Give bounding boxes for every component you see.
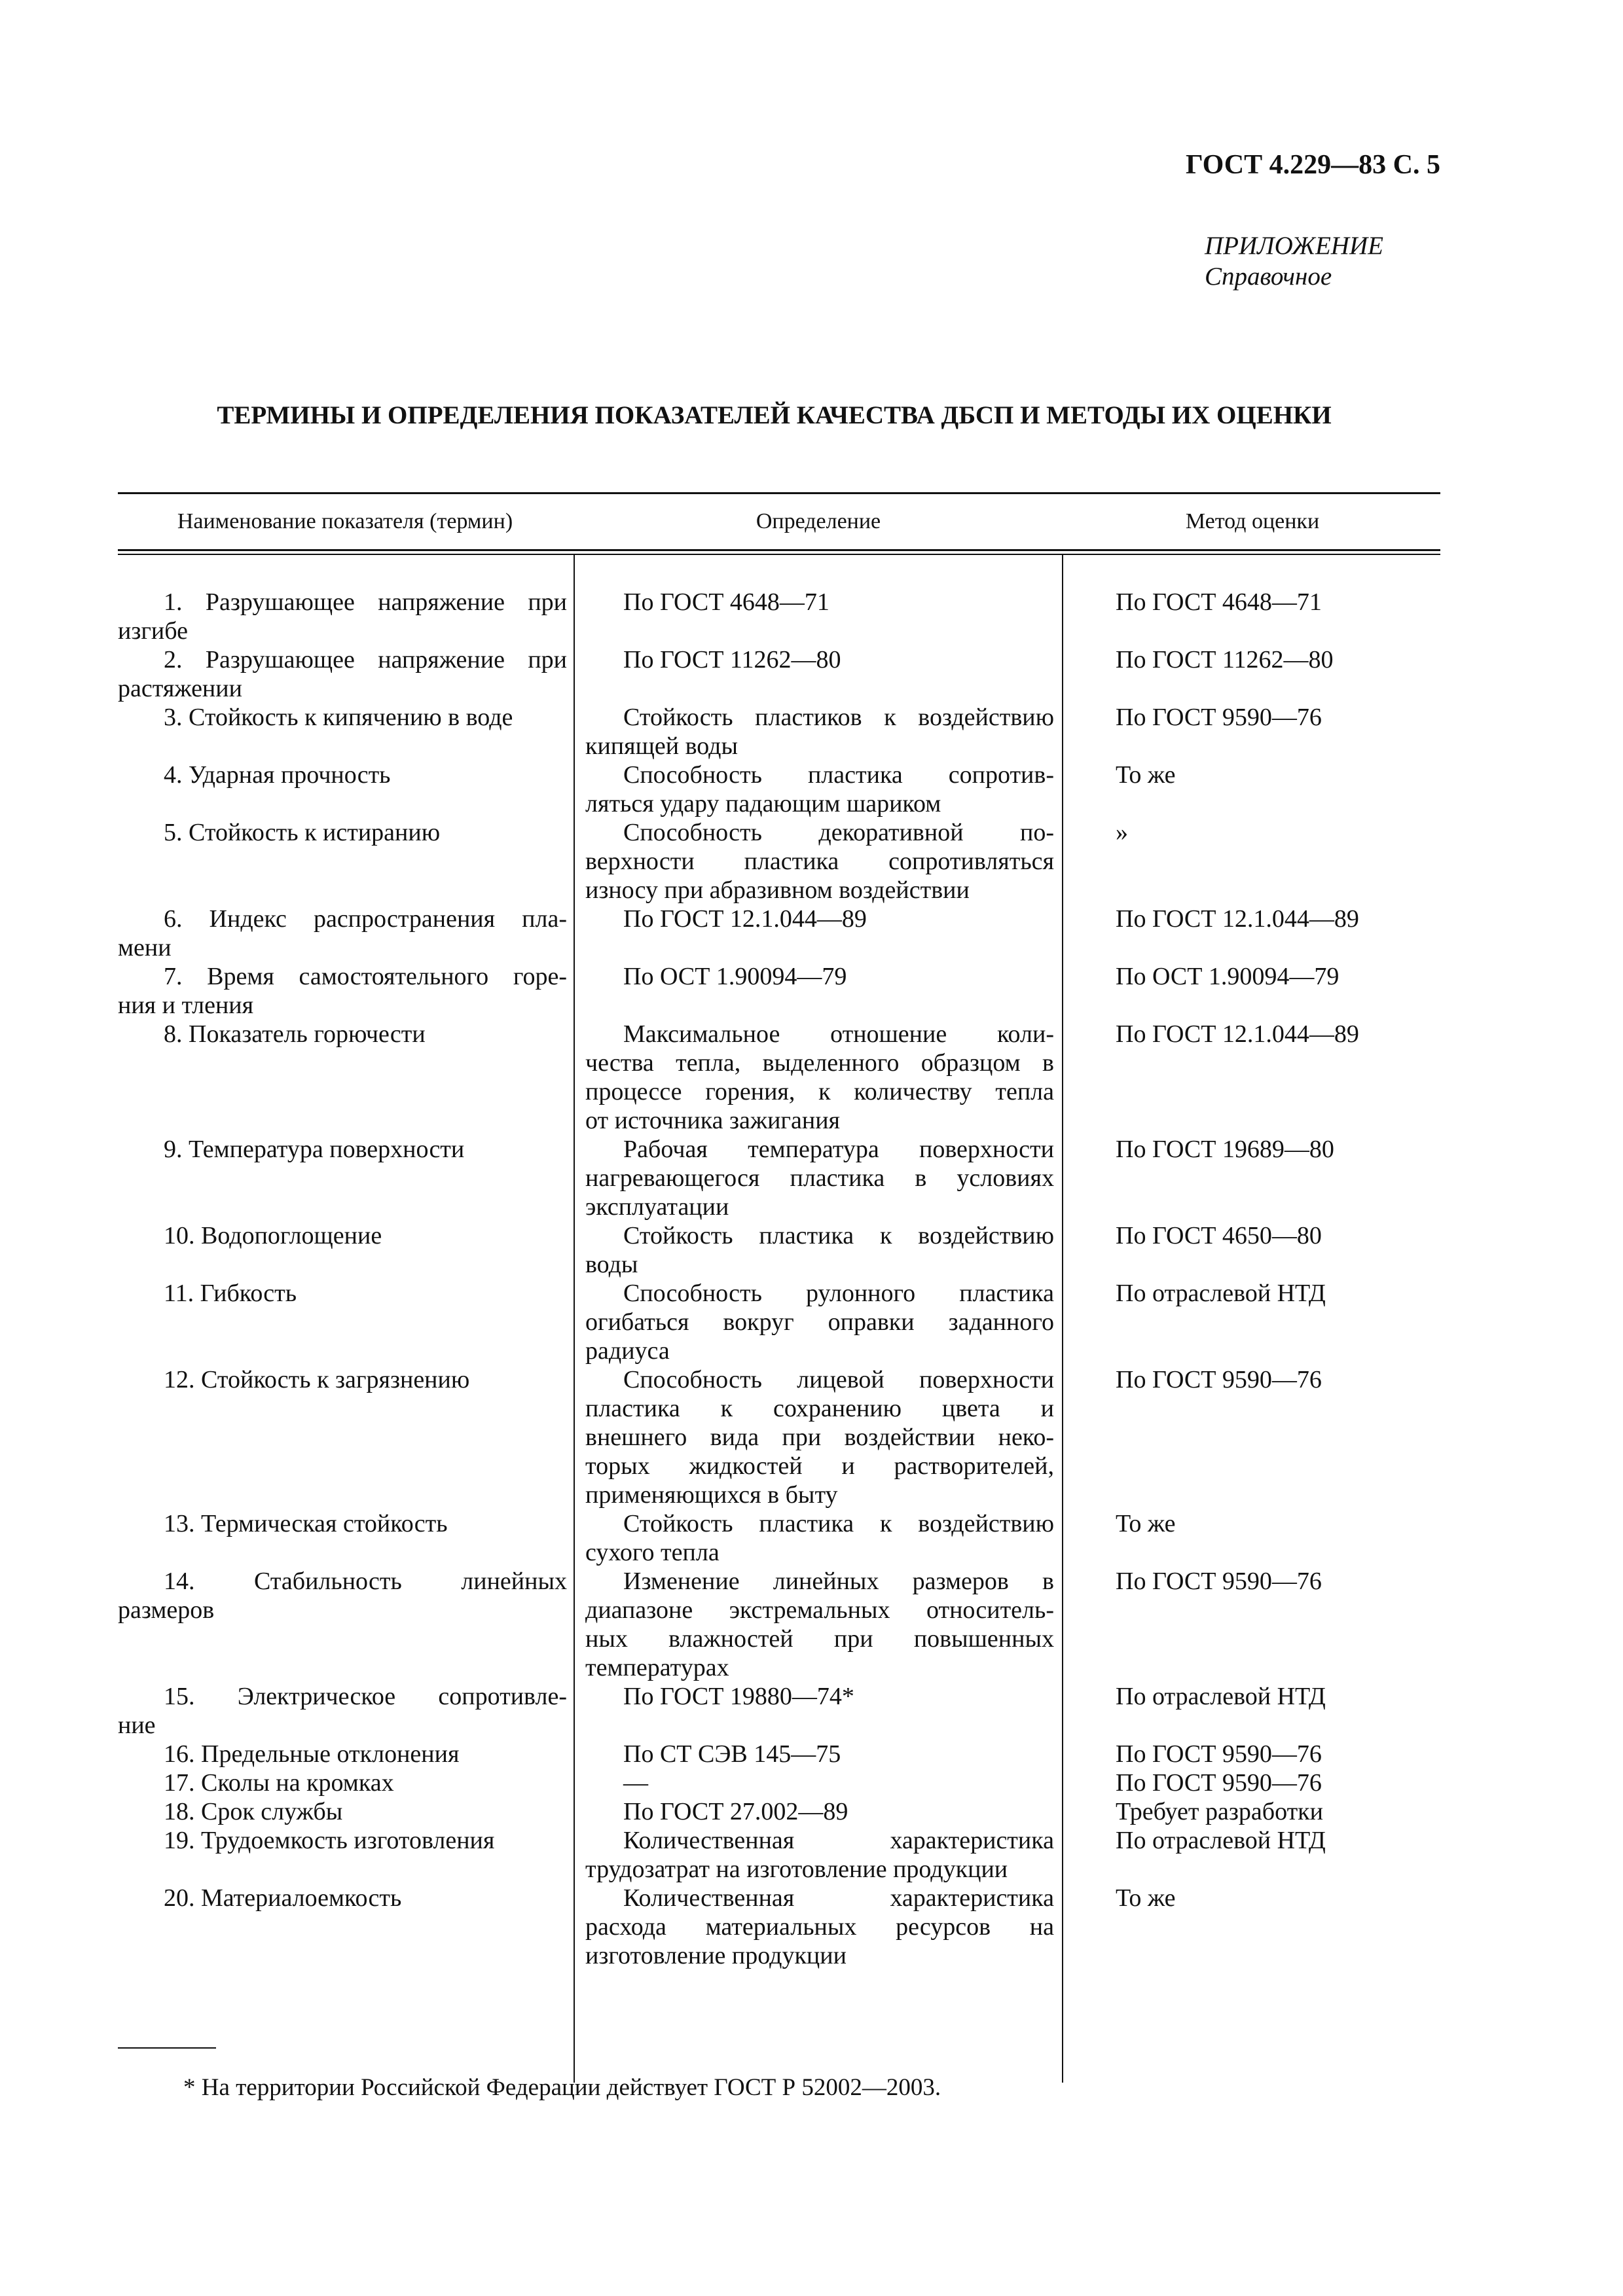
term-line: 1. Разрушающее напряжение при xyxy=(164,588,567,616)
definition-line: ляться удару падающим шариком xyxy=(585,790,941,817)
method-cell xyxy=(1061,1509,1440,1567)
term-cell xyxy=(118,1740,572,1768)
method-line: По ГОСТ 9590—76 xyxy=(1116,1568,1322,1595)
method-cell xyxy=(1061,588,1440,645)
definition-line: температурах xyxy=(585,1654,729,1681)
definition-line: расхода материальных ресурсов на xyxy=(585,1913,1054,1941)
method-line: » xyxy=(1116,819,1128,846)
definition-line: Стойкость пластиков к воздействию xyxy=(623,704,1054,731)
term-line: 5. Стойкость к истиранию xyxy=(164,819,441,846)
term-cell xyxy=(118,1020,572,1135)
definition-line: Количественная характеристика xyxy=(623,1884,1054,1912)
table-body xyxy=(118,555,1440,1970)
term-cell xyxy=(118,1826,572,1884)
term-cell xyxy=(118,588,572,645)
method-line: По отраслевой НТД xyxy=(1116,1683,1326,1710)
term-line: 8. Показатель горючести xyxy=(164,1020,426,1048)
method-cell xyxy=(1061,1567,1440,1682)
quality-indicators-table xyxy=(118,492,1440,1970)
definition-cell xyxy=(572,1221,1061,1279)
term-line: 7. Время самостоятельного горе- xyxy=(164,963,567,990)
definition-line: Способность лицевой поверхности xyxy=(623,1366,1054,1393)
method-cell xyxy=(1061,1365,1440,1509)
method-line: По ГОСТ 9590—76 xyxy=(1116,1769,1322,1797)
table-row xyxy=(118,1567,1440,1682)
footnote-rule xyxy=(118,2047,216,2049)
definition-line: чества тепла, выделенного образцом в xyxy=(585,1049,1054,1077)
definition-line: воды xyxy=(585,1251,638,1278)
method-cell xyxy=(1061,703,1440,761)
term-line: 4. Ударная прочность xyxy=(164,761,391,789)
definition-cell xyxy=(572,1682,1061,1740)
definition-cell xyxy=(572,1884,1061,1970)
appendix-label: ПРИЛОЖЕНИЕ xyxy=(1205,232,1383,260)
definition-line: По ГОСТ 27.002—89 xyxy=(623,1798,848,1825)
table-row xyxy=(118,962,1440,1020)
method-line: По ГОСТ 9590—76 xyxy=(1116,1740,1322,1768)
table-row xyxy=(118,1826,1440,1884)
definition-cell xyxy=(572,905,1061,962)
method-line: По ОСТ 1.90094—79 xyxy=(1116,963,1340,990)
definition-line: кипящей воды xyxy=(585,732,739,760)
method-cell xyxy=(1061,905,1440,962)
definition-cell xyxy=(572,1279,1061,1365)
term-line: 9. Температура поверхности xyxy=(164,1136,465,1163)
table-row xyxy=(118,1682,1440,1740)
method-line: По ГОСТ 11262—80 xyxy=(1116,646,1334,673)
table-row xyxy=(118,1135,1440,1221)
table-row xyxy=(118,645,1440,703)
page-header-reference: ГОСТ 4.229—83 С. 5 xyxy=(1185,150,1440,180)
definition-line: эксплуатации xyxy=(585,1193,729,1221)
term-cell xyxy=(118,1279,572,1365)
method-line: То же xyxy=(1116,1510,1176,1537)
term-line: 13. Термическая стойкость xyxy=(164,1510,448,1537)
definition-line: нагревающегося пластика в условиях xyxy=(585,1164,1054,1192)
method-line: То же xyxy=(1116,1884,1176,1912)
column-header-term: Наименование показателя (термин) xyxy=(177,509,513,533)
definition-line: от источника зажигания xyxy=(585,1107,841,1134)
definition-line: торых жидкостей и растворителей, xyxy=(585,1452,1054,1480)
term-line: 14. Стабильность линейных xyxy=(164,1568,567,1595)
term-cell xyxy=(118,818,572,905)
method-cell xyxy=(1061,1740,1440,1768)
definition-line: По ГОСТ 19880—74* xyxy=(623,1683,854,1710)
definition-line: радиуса xyxy=(585,1337,670,1365)
term-line: 6. Индекс распространения пла- xyxy=(164,905,567,933)
definition-cell xyxy=(572,588,1061,645)
term-cell xyxy=(118,645,572,703)
term-line: 16. Предельные отклонения xyxy=(164,1740,460,1768)
method-line: По ГОСТ 12.1.044—89 xyxy=(1116,1020,1359,1048)
table-row xyxy=(118,905,1440,962)
table-row xyxy=(118,1740,1440,1768)
definition-line: По ОСТ 1.90094—79 xyxy=(623,963,847,990)
term-line: 20. Материалоемкость xyxy=(164,1884,402,1912)
term-line: изгибе xyxy=(118,617,188,645)
term-line: 17. Сколы на кромках xyxy=(164,1769,394,1797)
table-row xyxy=(118,1279,1440,1365)
term-cell xyxy=(118,703,572,761)
method-cell xyxy=(1061,1279,1440,1365)
definition-cell xyxy=(572,1797,1061,1826)
term-cell xyxy=(118,1768,572,1797)
term-line: 3. Стойкость к кипячению в воде xyxy=(164,704,513,731)
term-line: 12. Стойкость к загрязнению xyxy=(164,1366,470,1393)
method-line: По ГОСТ 19689—80 xyxy=(1116,1136,1334,1163)
column-header-method: Метод оценки xyxy=(1185,509,1320,533)
table-row xyxy=(118,1020,1440,1135)
definition-cell xyxy=(572,703,1061,761)
term-cell xyxy=(118,1509,572,1567)
table-row xyxy=(118,1797,1440,1826)
definition-line: верхности пластика сопротивляться xyxy=(585,848,1054,875)
definition-line: По ГОСТ 11262—80 xyxy=(623,646,841,673)
definition-cell xyxy=(572,1020,1061,1135)
appendix-type: Справочное xyxy=(1205,262,1332,291)
definition-line: По ГОСТ 4648—71 xyxy=(623,588,830,616)
table-row xyxy=(118,703,1440,761)
definition-line: Способность декоративной по- xyxy=(623,819,1054,846)
term-cell xyxy=(118,1135,572,1221)
table-row xyxy=(118,1768,1440,1797)
term-line: 10. Водопоглощение xyxy=(164,1222,382,1249)
definition-cell xyxy=(572,1509,1061,1567)
method-line: По ГОСТ 9590—76 xyxy=(1116,1366,1322,1393)
term-cell xyxy=(118,1682,572,1740)
method-cell xyxy=(1061,1797,1440,1826)
definition-line: — xyxy=(623,1769,648,1797)
method-line: То же xyxy=(1116,761,1176,789)
definition-line: По ГОСТ 12.1.044—89 xyxy=(623,905,867,933)
header-bottom-rule xyxy=(118,549,1440,551)
definition-cell xyxy=(572,962,1061,1020)
method-cell xyxy=(1061,1826,1440,1884)
definition-line: сухого тепла xyxy=(585,1539,720,1566)
term-line: 11. Гибкость xyxy=(164,1280,297,1307)
table-row xyxy=(118,761,1440,818)
definition-cell xyxy=(572,1135,1061,1221)
term-line: ние xyxy=(118,1712,156,1739)
table-row xyxy=(118,1884,1440,1970)
table-row xyxy=(118,818,1440,905)
term-line: растяжении xyxy=(118,675,242,702)
table-header xyxy=(118,494,1440,549)
table-row xyxy=(118,588,1440,645)
document-title: ТЕРМИНЫ И ОПРЕДЕЛЕНИЯ ПОКАЗАТЕЛЕЙ КАЧЕСТВА ДБСП И МЕТОДЫ ИХ ОЦЕНКИ xyxy=(217,401,1332,429)
table-row xyxy=(118,1221,1440,1279)
method-line: По отраслевой НТД xyxy=(1116,1827,1326,1854)
definition-cell xyxy=(572,1826,1061,1884)
method-cell xyxy=(1061,1682,1440,1740)
definition-line: По СТ СЭВ 145—75 xyxy=(623,1740,841,1768)
term-line: ния и тления xyxy=(118,992,254,1019)
term-line: 18. Срок службы xyxy=(164,1798,343,1825)
definition-line: Стойкость пластика к воздействию xyxy=(623,1222,1054,1249)
table-row xyxy=(118,1509,1440,1567)
column-header-definition: Определение xyxy=(756,509,881,533)
term-cell xyxy=(118,962,572,1020)
method-cell xyxy=(1061,818,1440,905)
method-line: По ГОСТ 9590—76 xyxy=(1116,704,1322,731)
method-cell xyxy=(1061,1884,1440,1970)
definition-cell xyxy=(572,761,1061,818)
method-cell xyxy=(1061,645,1440,703)
definition-line: Максимальное отношение коли- xyxy=(623,1020,1054,1048)
definition-line: Изменение линейных размеров в xyxy=(623,1568,1054,1595)
footnote: * На территории Российской Федерации действует ГОСТ Р 52002—2003. xyxy=(183,2074,941,2101)
term-cell xyxy=(118,905,572,962)
method-line: Требует разработки xyxy=(1116,1798,1323,1825)
term-line: 15. Электрическое сопротивле- xyxy=(164,1683,567,1710)
definition-line: процессе горения, к количеству тепла xyxy=(585,1078,1054,1105)
term-cell xyxy=(118,1365,572,1509)
term-line: размеров xyxy=(118,1596,215,1624)
definition-line: Количественная характеристика xyxy=(623,1827,1054,1854)
definition-line: применяющихся в быту xyxy=(585,1481,838,1509)
method-cell xyxy=(1061,962,1440,1020)
definition-line: ных влажностей при повышенных xyxy=(585,1625,1054,1653)
method-cell xyxy=(1061,1020,1440,1135)
definition-line: огибаться вокруг оправки заданного xyxy=(585,1308,1054,1336)
method-line: По ГОСТ 12.1.044—89 xyxy=(1116,905,1359,933)
definition-line: внешнего вида при воздействии неко- xyxy=(585,1424,1054,1451)
term-cell xyxy=(118,761,572,818)
definition-line: пластика к сохранению цвета и xyxy=(585,1395,1054,1422)
definition-line: Способность пластика сопротив- xyxy=(623,761,1054,789)
method-cell xyxy=(1061,1768,1440,1797)
appendix-block xyxy=(1205,230,1467,292)
definition-line: диапазоне экстремальных относитель- xyxy=(585,1596,1054,1624)
definition-line: Стойкость пластика к воздействию xyxy=(623,1510,1054,1537)
definition-cell xyxy=(572,818,1061,905)
definition-line: Рабочая температура поверхности xyxy=(623,1136,1054,1163)
definition-cell xyxy=(572,1768,1061,1797)
definition-cell xyxy=(572,1567,1061,1682)
term-cell xyxy=(118,1567,572,1682)
method-cell xyxy=(1061,1221,1440,1279)
term-line: 2. Разрушающее напряжение при xyxy=(164,646,567,673)
term-cell xyxy=(118,1884,572,1970)
method-line: По ГОСТ 4650—80 xyxy=(1116,1222,1322,1249)
method-line: По ГОСТ 4648—71 xyxy=(1116,588,1322,616)
definition-cell xyxy=(572,645,1061,703)
definition-line: трудозатрат на изготовление продукции xyxy=(585,1856,1008,1883)
definition-cell xyxy=(572,1365,1061,1509)
definition-line: Способность рулонного пластика xyxy=(623,1280,1054,1307)
method-cell xyxy=(1061,761,1440,818)
term-cell xyxy=(118,1221,572,1279)
table-row xyxy=(118,1365,1440,1509)
definition-line: износу при абразивном воздействии xyxy=(585,876,970,904)
definition-line: изготовление продукции xyxy=(585,1942,847,1969)
term-line: 19. Трудоемкость изготовления xyxy=(164,1827,495,1854)
term-line: мени xyxy=(118,934,172,961)
method-line: По отраслевой НТД xyxy=(1116,1280,1326,1307)
method-cell xyxy=(1061,1135,1440,1221)
term-cell xyxy=(118,1797,572,1826)
definition-cell xyxy=(572,1740,1061,1768)
